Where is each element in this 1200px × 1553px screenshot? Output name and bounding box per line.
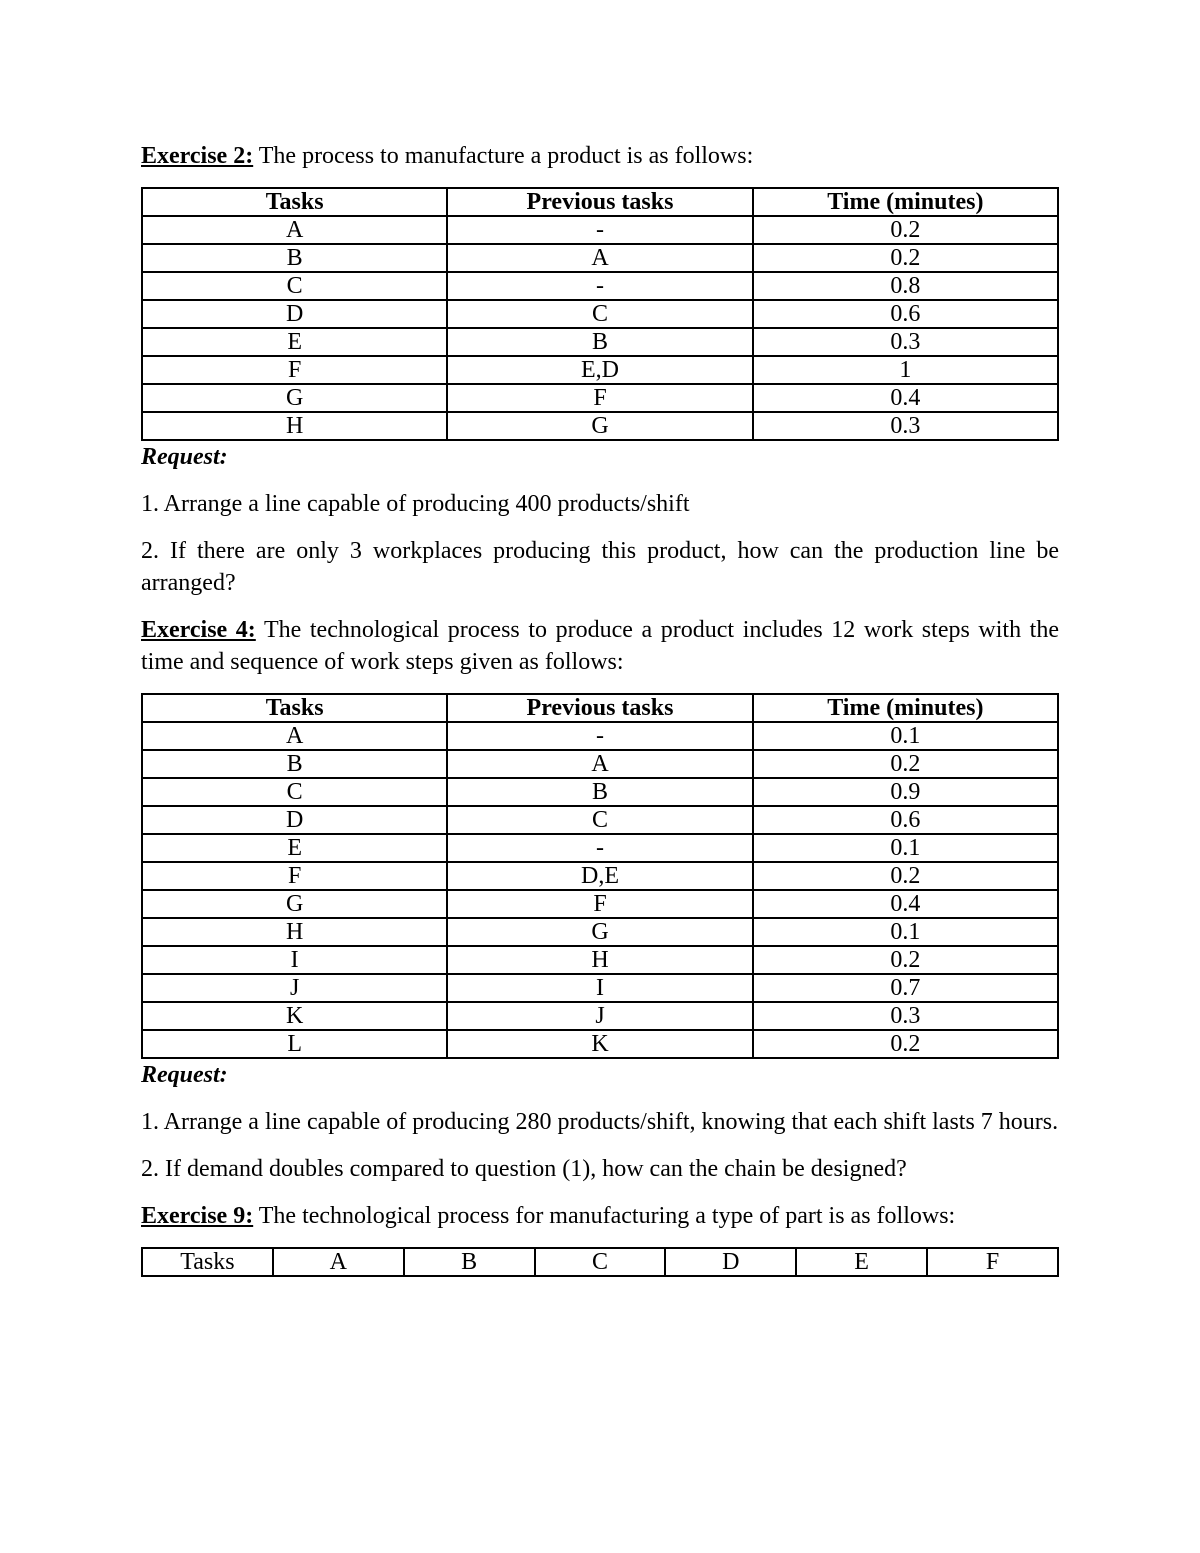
exercise2-request-2: 2. If there are only 3 workplaces producing this product, how can the production line be arranged? bbox=[141, 538, 1059, 596]
table-row bbox=[142, 862, 1058, 890]
cell-task: I bbox=[142, 946, 447, 974]
cell-time: 0.2 bbox=[753, 244, 1058, 272]
cell-task: E bbox=[142, 834, 447, 862]
cell-time: 0.2 bbox=[753, 946, 1058, 974]
cell-task: D bbox=[142, 300, 447, 328]
cell-time: 1 bbox=[753, 356, 1058, 384]
exercise4-label: Exercise 4: bbox=[141, 617, 256, 643]
cell-task: L bbox=[142, 1030, 447, 1058]
cell-time: 0.2 bbox=[753, 862, 1058, 890]
document-page bbox=[141, 140, 1059, 1277]
table-row bbox=[142, 722, 1058, 750]
exercise2-table bbox=[141, 187, 1059, 441]
table-row bbox=[142, 328, 1058, 356]
cell-task: H bbox=[142, 412, 447, 440]
cell-previous: G bbox=[447, 918, 752, 946]
cell-previous: - bbox=[447, 216, 752, 244]
cell-task: D bbox=[142, 806, 447, 834]
cell-time: 0.3 bbox=[753, 328, 1058, 356]
cell-previous: I bbox=[447, 974, 752, 1002]
cell-task: J bbox=[142, 974, 447, 1002]
cell-task: D bbox=[665, 1248, 796, 1276]
header-time: Time (minutes) bbox=[753, 694, 1058, 722]
cell-task: C bbox=[142, 272, 447, 300]
exercise9-table bbox=[141, 1247, 1059, 1277]
table-row bbox=[142, 1002, 1058, 1030]
cell-time: 0.8 bbox=[753, 272, 1058, 300]
cell-previous: C bbox=[447, 806, 752, 834]
cell-time: 0.6 bbox=[753, 300, 1058, 328]
cell-task: A bbox=[273, 1248, 404, 1276]
header-time: Time (minutes) bbox=[753, 188, 1058, 216]
table-row bbox=[142, 356, 1058, 384]
table-row bbox=[142, 216, 1058, 244]
cell-time: 0.9 bbox=[753, 778, 1058, 806]
cell-task: C bbox=[142, 778, 447, 806]
cell-time: 0.1 bbox=[753, 834, 1058, 862]
cell-previous: C bbox=[447, 300, 752, 328]
table-row bbox=[142, 244, 1058, 272]
cell-time: 0.3 bbox=[753, 1002, 1058, 1030]
exercise4-intro: The technological process to produce a product includes 12 work steps with the time and sequence of work steps given as follows: bbox=[141, 617, 1060, 675]
cell-task: B bbox=[142, 750, 447, 778]
cell-previous: - bbox=[447, 722, 752, 750]
cell-previous: B bbox=[447, 778, 752, 806]
cell-task: H bbox=[142, 918, 447, 946]
exercise2-label: Exercise 2: bbox=[141, 143, 254, 169]
table-row bbox=[142, 384, 1058, 412]
table-row bbox=[142, 946, 1058, 974]
cell-previous: A bbox=[447, 750, 752, 778]
cell-tasks-label: Tasks bbox=[142, 1248, 273, 1276]
table-header-row bbox=[142, 694, 1058, 722]
exercise2-intro: The process to manufacture a product is as follows: bbox=[253, 143, 754, 169]
cell-previous: - bbox=[447, 272, 752, 300]
table-row bbox=[142, 750, 1058, 778]
exercise4-request-2: 2. If demand doubles compared to question (1), how can the chain be designed? bbox=[141, 1156, 907, 1182]
exercise9-label: Exercise 9: bbox=[141, 1203, 254, 1229]
header-previous-tasks: Previous tasks bbox=[447, 188, 752, 216]
cell-time: 0.1 bbox=[753, 722, 1058, 750]
header-tasks: Tasks bbox=[142, 188, 447, 216]
table-row bbox=[142, 300, 1058, 328]
table-row bbox=[142, 918, 1058, 946]
header-previous-tasks: Previous tasks bbox=[447, 694, 752, 722]
cell-task: G bbox=[142, 890, 447, 918]
table-row bbox=[142, 272, 1058, 300]
cell-task: E bbox=[142, 328, 447, 356]
cell-time: 0.4 bbox=[753, 890, 1058, 918]
cell-previous: F bbox=[447, 384, 752, 412]
cell-time: 0.7 bbox=[753, 974, 1058, 1002]
cell-previous: K bbox=[447, 1030, 752, 1058]
exercise2-request-1: 1. Arrange a line capable of producing 400 products/shift bbox=[141, 491, 690, 517]
cell-time: 0.2 bbox=[753, 750, 1058, 778]
table-row bbox=[142, 806, 1058, 834]
cell-time: 0.1 bbox=[753, 918, 1058, 946]
cell-previous: F bbox=[447, 890, 752, 918]
cell-previous: A bbox=[447, 244, 752, 272]
exercise4-request-label: Request: bbox=[141, 1062, 228, 1088]
cell-task: F bbox=[142, 356, 447, 384]
cell-task: B bbox=[142, 244, 447, 272]
cell-previous: D,E bbox=[447, 862, 752, 890]
table-row bbox=[142, 974, 1058, 1002]
cell-task: F bbox=[927, 1248, 1058, 1276]
table-row bbox=[142, 890, 1058, 918]
cell-previous: - bbox=[447, 834, 752, 862]
cell-task: F bbox=[142, 862, 447, 890]
cell-time: 0.4 bbox=[753, 384, 1058, 412]
cell-task: A bbox=[142, 722, 447, 750]
cell-previous: B bbox=[447, 328, 752, 356]
cell-previous: H bbox=[447, 946, 752, 974]
table-row bbox=[142, 1030, 1058, 1058]
cell-time: 0.6 bbox=[753, 806, 1058, 834]
cell-task: G bbox=[142, 384, 447, 412]
table-row bbox=[142, 778, 1058, 806]
cell-time: 0.2 bbox=[753, 1030, 1058, 1058]
exercise9-intro: The technological process for manufacturing a type of part is as follows: bbox=[253, 1203, 956, 1229]
table-row bbox=[142, 834, 1058, 862]
cell-task: B bbox=[404, 1248, 535, 1276]
exercise4-heading bbox=[141, 614, 1059, 678]
cell-previous: J bbox=[447, 1002, 752, 1030]
exercise2-request-label: Request: bbox=[141, 444, 228, 470]
cell-time: 0.2 bbox=[753, 216, 1058, 244]
exercise9-heading bbox=[141, 1200, 1059, 1232]
exercise4-request-1: 1. Arrange a line capable of producing 280 products/shift, knowing that each shift lasts 7 hours. bbox=[141, 1109, 1059, 1135]
cell-task: E bbox=[796, 1248, 927, 1276]
cell-previous: E,D bbox=[447, 356, 752, 384]
cell-previous: G bbox=[447, 412, 752, 440]
cell-task: K bbox=[142, 1002, 447, 1030]
cell-time: 0.3 bbox=[753, 412, 1058, 440]
header-tasks: Tasks bbox=[142, 694, 447, 722]
cell-task: A bbox=[142, 216, 447, 244]
table-header-row bbox=[142, 188, 1058, 216]
cell-task: C bbox=[535, 1248, 666, 1276]
table-row bbox=[142, 412, 1058, 440]
exercise4-table bbox=[141, 693, 1059, 1059]
exercise2-heading bbox=[141, 140, 1059, 172]
table-row bbox=[142, 1248, 1058, 1276]
